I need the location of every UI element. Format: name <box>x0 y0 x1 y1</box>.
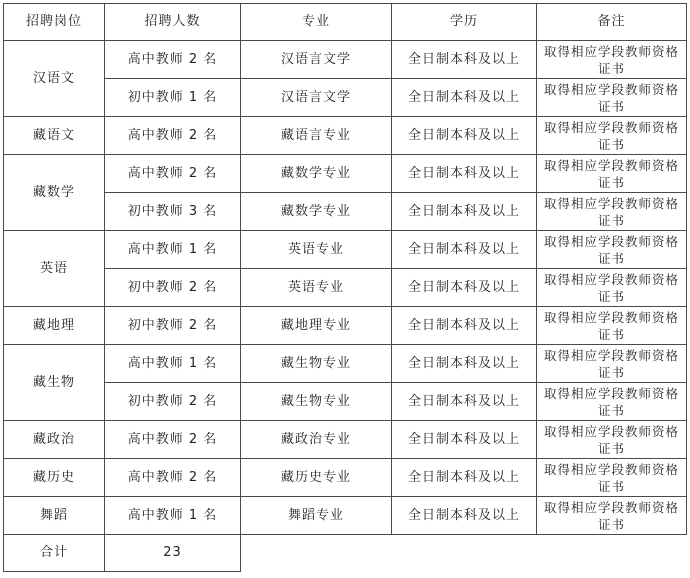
table-row <box>4 345 687 383</box>
major-cell: 藏政治专业 <box>241 421 392 459</box>
table-row <box>4 421 687 459</box>
table-row <box>4 269 687 307</box>
remarks-cell: 取得相应学段教师资格证书 <box>537 193 687 231</box>
count-cell: 初中教师 2 名 <box>105 307 241 345</box>
count-cell: 高中教师 1 名 <box>105 231 241 269</box>
recruitment-table <box>3 3 687 572</box>
table-row <box>4 383 687 421</box>
remarks-cell: 取得相应学段教师资格证书 <box>537 155 687 193</box>
count-cell: 高中教师 2 名 <box>105 459 241 497</box>
major-cell: 藏语言专业 <box>241 117 392 155</box>
table-row <box>4 155 687 193</box>
count-cell: 初中教师 3 名 <box>105 193 241 231</box>
remarks-cell: 取得相应学段教师资格证书 <box>537 307 687 345</box>
remarks-cell: 取得相应学段教师资格证书 <box>537 231 687 269</box>
major-cell: 英语专业 <box>241 231 392 269</box>
major-cell: 藏地理专业 <box>241 307 392 345</box>
major-cell: 藏生物专业 <box>241 383 392 421</box>
count-cell: 初中教师 2 名 <box>105 269 241 307</box>
position-name-cell: 汉语文 <box>4 41 105 117</box>
position-name-cell: 藏地理 <box>4 307 105 345</box>
remarks-cell: 取得相应学段教师资格证书 <box>537 269 687 307</box>
header-row <box>4 4 687 41</box>
total-label: 合计 <box>4 535 105 572</box>
education-cell: 全日制本科及以上 <box>392 41 537 79</box>
education-cell: 全日制本科及以上 <box>392 155 537 193</box>
remarks-cell: 取得相应学段教师资格证书 <box>537 79 687 117</box>
remarks-cell: 取得相应学段教师资格证书 <box>537 41 687 79</box>
major-cell: 藏历史专业 <box>241 459 392 497</box>
table-row <box>4 117 687 155</box>
count-cell: 高中教师 2 名 <box>105 41 241 79</box>
count-cell: 高中教师 2 名 <box>105 155 241 193</box>
education-cell: 全日制本科及以上 <box>392 193 537 231</box>
count-cell: 高中教师 2 名 <box>105 117 241 155</box>
table-row <box>4 307 687 345</box>
education-cell: 全日制本科及以上 <box>392 497 537 535</box>
major-cell: 英语专业 <box>241 269 392 307</box>
total-value: 23 <box>105 535 241 572</box>
education-cell: 全日制本科及以上 <box>392 307 537 345</box>
education-cell: 全日制本科及以上 <box>392 459 537 497</box>
table-row <box>4 79 687 117</box>
education-cell: 全日制本科及以上 <box>392 383 537 421</box>
remarks-cell: 取得相应学段教师资格证书 <box>537 383 687 421</box>
major-cell: 舞蹈专业 <box>241 497 392 535</box>
education-cell: 全日制本科及以上 <box>392 231 537 269</box>
position-name-cell: 舞蹈 <box>4 497 105 535</box>
education-cell: 全日制本科及以上 <box>392 421 537 459</box>
remarks-cell: 取得相应学段教师资格证书 <box>537 117 687 155</box>
education-cell: 全日制本科及以上 <box>392 117 537 155</box>
position-name-cell: 英语 <box>4 231 105 307</box>
total-blank-cell <box>241 535 687 572</box>
header-remarks: 备注 <box>537 4 687 41</box>
table-row <box>4 497 687 535</box>
position-name-cell: 藏政治 <box>4 421 105 459</box>
header-count: 招聘人数 <box>105 4 241 41</box>
remarks-cell: 取得相应学段教师资格证书 <box>537 421 687 459</box>
position-name-cell: 藏生物 <box>4 345 105 421</box>
table-body <box>4 41 687 572</box>
position-name-cell: 藏语文 <box>4 117 105 155</box>
table-row <box>4 231 687 269</box>
major-cell: 藏数学专业 <box>241 193 392 231</box>
table-row <box>4 41 687 79</box>
count-cell: 高中教师 2 名 <box>105 421 241 459</box>
education-cell: 全日制本科及以上 <box>392 79 537 117</box>
count-cell: 高中教师 1 名 <box>105 345 241 383</box>
header-education: 学历 <box>392 4 537 41</box>
count-cell: 初中教师 1 名 <box>105 79 241 117</box>
position-name-cell: 藏历史 <box>4 459 105 497</box>
total-row <box>4 535 687 572</box>
education-cell: 全日制本科及以上 <box>392 345 537 383</box>
remarks-cell: 取得相应学段教师资格证书 <box>537 345 687 383</box>
major-cell: 汉语言文学 <box>241 41 392 79</box>
remarks-cell: 取得相应学段教师资格证书 <box>537 497 687 535</box>
remarks-cell: 取得相应学段教师资格证书 <box>537 459 687 497</box>
count-cell: 初中教师 2 名 <box>105 383 241 421</box>
major-cell: 汉语言文学 <box>241 79 392 117</box>
major-cell: 藏数学专业 <box>241 155 392 193</box>
position-name-cell: 藏数学 <box>4 155 105 231</box>
header-major: 专业 <box>241 4 392 41</box>
table-row <box>4 459 687 497</box>
major-cell: 藏生物专业 <box>241 345 392 383</box>
count-cell: 高中教师 1 名 <box>105 497 241 535</box>
education-cell: 全日制本科及以上 <box>392 269 537 307</box>
table-row <box>4 193 687 231</box>
header-position: 招聘岗位 <box>4 4 105 41</box>
